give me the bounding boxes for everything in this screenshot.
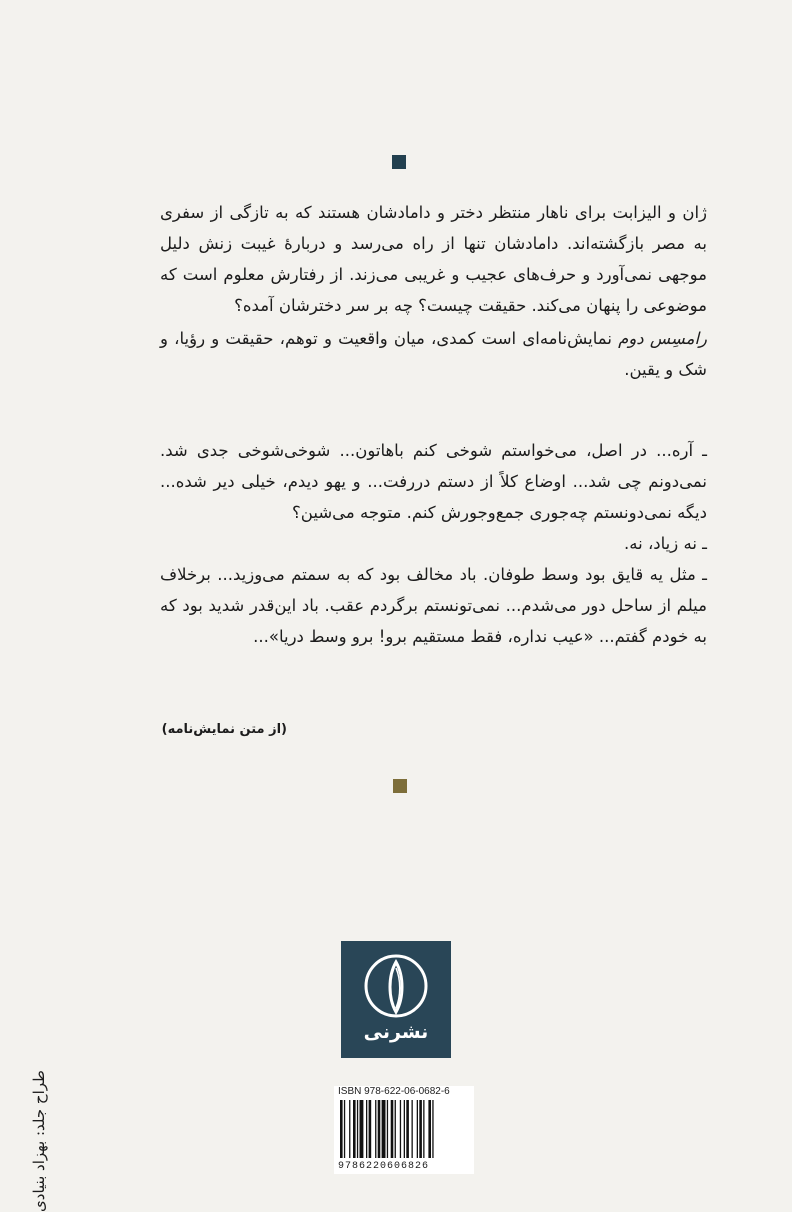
barcode [338,1100,470,1160]
barcode-bar [406,1100,409,1158]
isbn-label: ISBN 978-622-06-0682-6 [338,1086,450,1097]
barcode-bar [340,1100,343,1158]
isbn-digits: 9786220606826 [338,1161,430,1172]
barcode-bar [412,1100,413,1158]
barcode-bar [395,1100,396,1158]
barcode-bar [417,1100,418,1158]
excerpt-source: (از متن نمایش‌نامه) [161,722,287,737]
play-title: رامسِس دوم [618,329,707,348]
publisher-logo [341,941,451,1058]
barcode-bar [360,1100,364,1158]
barcode-bar [419,1100,422,1158]
reed-emblem-icon [364,954,428,1018]
synopsis [160,197,707,385]
barcode-bar [378,1100,381,1158]
excerpt-line: ـ نه زیاد، نه. [624,534,707,553]
barcode-bar [344,1100,345,1158]
excerpt-line: ـ مثل یه قایق بود وسط طوفان. باد مخالف بود که به سمتم می‌وزید... برخلاف میلم از ساحل دور می‌شدم... نمی‌تونستم برگردم عقب. باد این‌قدر شدید بود که به خودم گفتم... «عیب نداره، فقط مستقیم برو! برو وسط دریا»... [160,565,707,646]
synopsis-paragraph-2-rest: نمایش‌نامه‌ای است کمدی، میان واقعیت و توهم، حقیقت و رؤیا، و شک و یقین. [160,329,707,379]
synopsis-paragraph: ژان و الیزابت برای ناهار منتظر دختر و دامادشان هستند که به تازگی از سفری به مصر بازگشته‌اند. دامادشان تنها از راه می‌رسد و دربارهٔ غیبت زنش دلیل موجهی نمی‌آورد و حرف‌های عجیب و غریبی می‌زند. از رفتارش معلوم است که موضوعی را پنهان می‌کند. حقیقت چیست؟ چه بر سر دخترشان آمده؟ [160,203,707,315]
barcode-bar [404,1100,405,1158]
barcode-bar [369,1100,372,1158]
cover-designer-signature: طراح جلد: بهزاد بنیادی [30,1070,48,1212]
excerpt-line: ـ آره... در اصل، می‌خواستم شوخی کنم باهاتون... شوخی‌شوخی جدی شد. نمی‌دونم چی شد... اوضاع کلاً از دستم دررفت... و یهو دیدم، خیلی دیر شده... دیگه نمی‌دونستم چه‌جوری جمع‌وجورش کنم. متوجه می‌شین؟ [160,441,707,522]
publisher-name: نشرنی [363,1021,429,1043]
barcode-bar [432,1100,433,1158]
barcode-bar [387,1100,388,1158]
excerpt [160,435,707,652]
barcode-bar [423,1100,424,1158]
barcode-bar [353,1100,356,1158]
barcode-bar [391,1100,394,1158]
barcode-bar [400,1100,401,1158]
barcode-bar [375,1100,376,1158]
barcode-bar [382,1100,386,1158]
isbn-block [334,1086,474,1174]
decorative-square-top [392,155,406,169]
barcode-bar [349,1100,350,1158]
barcode-bar [357,1100,358,1158]
barcode-bar [428,1100,431,1158]
decorative-square-middle [393,779,407,793]
barcode-bar [366,1100,367,1158]
synopsis-paragraph-2 [160,323,707,385]
